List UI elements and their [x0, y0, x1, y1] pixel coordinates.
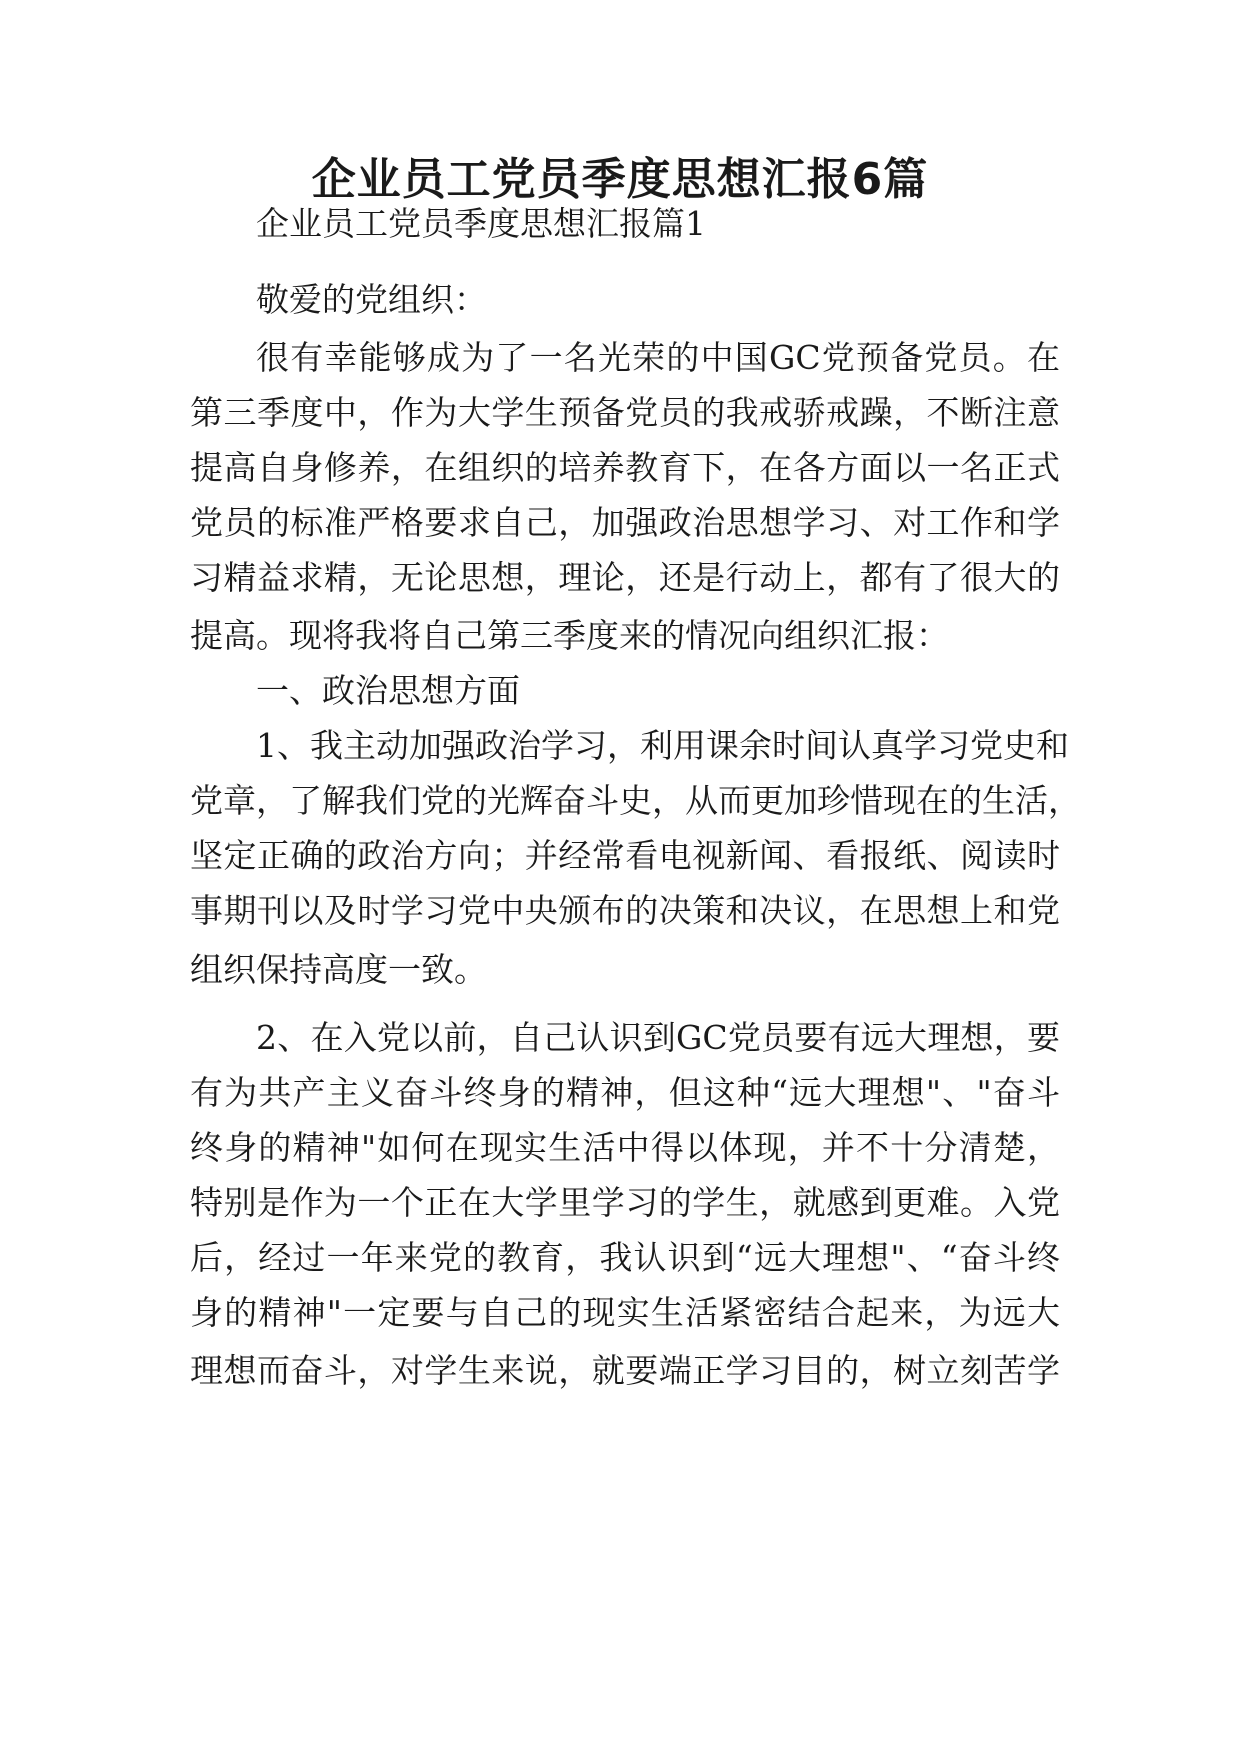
paragraph-line: 2、在入党以前，自己认识到GC党员要有远大理想，要: [256, 1018, 1060, 1057]
paragraph-line: 理想而奋斗，对学生来说，就要端正学习目的，树立刻苦学: [190, 1351, 1060, 1390]
paragraph-line: 身的精神"一定要与自己的现实生活紧密结合起来，为远大: [190, 1293, 1060, 1332]
paragraph-line: 特别是作为一个正在大学里学习的学生，就感到更难。入党: [190, 1183, 1060, 1222]
paragraph-line: 党员的标准严格要求自己，加强政治思想学习、对工作和学: [190, 503, 1060, 542]
salutation: 敬爱的党组织：: [256, 280, 487, 319]
paragraph-line: 有为共产主义奋斗终身的精神，但这种“远大理想"、"奋斗: [190, 1073, 1060, 1112]
paragraph-line: 后，经过一年来党的教育，我认识到“远大理想"、“奋斗终: [190, 1238, 1060, 1277]
paragraph-line: 坚定正确的政治方向；并经常看电视新闻、看报纸、阅读时: [190, 836, 1060, 875]
paragraph-line: 第三季度中，作为大学生预备党员的我戒骄戒躁，不断注意: [190, 393, 1060, 432]
paragraph-line: 党章，了解我们党的光辉奋斗史，从而更加珍惜现在的生活，: [190, 781, 1081, 820]
paragraph-line: 事期刊以及时学习党中央颁布的决策和决议，在思想上和党: [190, 891, 1060, 930]
document-title: 企业员工党员季度思想汇报6篇: [311, 154, 929, 205]
section-subtitle: 企业员工党员季度思想汇报篇1: [256, 204, 706, 243]
section-heading: 一、政治思想方面: [256, 671, 520, 710]
paragraph-line: 组织保持高度一致。: [190, 950, 487, 989]
paragraph-line: 提高。现将我将自己第三季度来的情况向组织汇报：: [190, 616, 949, 655]
paragraph-line: 提高自身修养，在组织的培养教育下，在各方面以一名正式: [190, 448, 1060, 487]
paragraph-line: 习精益求精，无论思想，理论，还是行动上，都有了很大的: [190, 558, 1060, 597]
paragraph-line: 1、我主动加强政治学习，利用课余时间认真学习党史和: [256, 726, 1069, 765]
paragraph-line: 终身的精神"如何在现实生活中得以体现，并不十分清楚，: [190, 1128, 1060, 1167]
paragraph-line: 很有幸能够成为了一名光荣的中国GC党预备党员。在: [256, 338, 1060, 377]
